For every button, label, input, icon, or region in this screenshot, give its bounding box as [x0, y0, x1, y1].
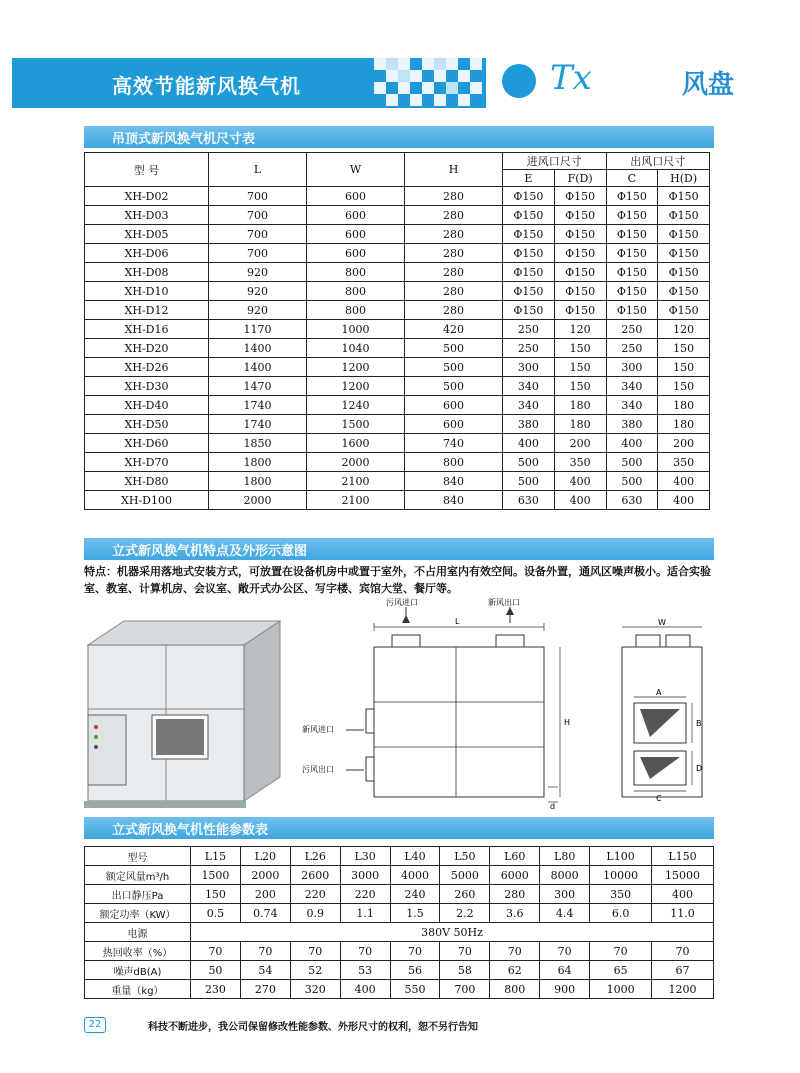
- table-cell: 380: [606, 415, 658, 434]
- label-A: A: [656, 688, 662, 697]
- table-cell: 420: [405, 320, 503, 339]
- power-value: 380V 50Hz: [191, 923, 714, 942]
- label-H: H: [564, 718, 571, 727]
- table-cell: 280: [405, 263, 503, 282]
- table-row: [85, 358, 710, 377]
- table-cell: 280: [405, 187, 503, 206]
- model-header: L15: [191, 847, 241, 866]
- table-cell: XH-D02: [85, 187, 209, 206]
- table-cell: 180: [658, 415, 710, 434]
- table-cell: 840: [405, 472, 503, 491]
- table-row: [85, 904, 714, 923]
- table-cell: 500: [405, 377, 503, 396]
- table-cell: 70: [590, 942, 652, 961]
- table-row: [85, 942, 714, 961]
- table-row: [85, 339, 710, 358]
- table-cell: XH-D08: [85, 263, 209, 282]
- table-cell: XH-D16: [85, 320, 209, 339]
- table-row: [85, 866, 714, 885]
- table-cell: XH-D06: [85, 244, 209, 263]
- model-header: L60: [490, 847, 540, 866]
- table-cell: 180: [658, 396, 710, 415]
- table-cell: 700: [209, 225, 307, 244]
- table-cell: 53: [340, 961, 390, 980]
- table-cell: 150: [658, 358, 710, 377]
- table-cell: 4.4: [540, 904, 590, 923]
- table-cell: 840: [405, 491, 503, 510]
- table-cell: 58: [440, 961, 490, 980]
- table-cell: 280: [405, 244, 503, 263]
- table-cell: 1800: [209, 472, 307, 491]
- table-cell: 180: [554, 396, 606, 415]
- table-cell: 400: [554, 472, 606, 491]
- table-cell: 800: [307, 263, 405, 282]
- table-cell: 350: [658, 453, 710, 472]
- table-cell: 500: [405, 358, 503, 377]
- table-cell: 280: [490, 885, 540, 904]
- row-label: 噪声dB(A): [85, 961, 191, 980]
- table-cell: 340: [606, 377, 658, 396]
- table-cell: 800: [405, 453, 503, 472]
- table-cell: 500: [606, 453, 658, 472]
- table-cell: 250: [606, 339, 658, 358]
- model-header: L80: [540, 847, 590, 866]
- table-cell: 550: [390, 980, 440, 999]
- table-cell: 8000: [540, 866, 590, 885]
- table-cell: 630: [606, 491, 658, 510]
- table-cell: Φ150: [503, 206, 555, 225]
- section1-title: 吊顶式新风换气机尺寸表: [112, 132, 256, 147]
- table-cell: 0.9: [290, 904, 340, 923]
- table-cell: 920: [209, 263, 307, 282]
- unit-photo: [84, 615, 284, 810]
- label-fresh-out: 新风出口: [488, 598, 520, 607]
- table-cell: XH-D05: [85, 225, 209, 244]
- table-cell: 280: [405, 206, 503, 225]
- table-cell: 340: [503, 396, 555, 415]
- table-row: [85, 187, 710, 206]
- table-cell: Φ150: [606, 282, 658, 301]
- table-row: [85, 847, 714, 866]
- table-cell: 220: [290, 885, 340, 904]
- table-cell: 600: [307, 187, 405, 206]
- table-cell: 62: [490, 961, 540, 980]
- table-cell: 400: [652, 885, 714, 904]
- table-cell: 150: [554, 339, 606, 358]
- table-cell: Φ150: [503, 282, 555, 301]
- table-cell: 700: [209, 244, 307, 263]
- table-cell: Φ150: [606, 187, 658, 206]
- table-cell: 220: [340, 885, 390, 904]
- label-B: B: [696, 719, 702, 728]
- table-cell: 1000: [307, 320, 405, 339]
- table-cell: 340: [606, 396, 658, 415]
- table-cell: 1240: [307, 396, 405, 415]
- table-cell: 120: [554, 320, 606, 339]
- table-cell: 920: [209, 301, 307, 320]
- model-header: L40: [390, 847, 440, 866]
- table-cell: XH-D50: [85, 415, 209, 434]
- table-cell: Φ150: [658, 301, 710, 320]
- table-cell: 600: [307, 206, 405, 225]
- table-row: [85, 885, 714, 904]
- row-label: 出口静压Pa: [85, 885, 191, 904]
- table-cell: 200: [240, 885, 290, 904]
- col-inlet: 进风口尺寸: [503, 153, 607, 170]
- table-cell: 740: [405, 434, 503, 453]
- section3-title-bar: [84, 817, 714, 839]
- table-cell: Φ150: [503, 225, 555, 244]
- label-dirty-in: 污风进口: [386, 598, 418, 607]
- table-row: [85, 263, 710, 282]
- table-cell: 300: [503, 358, 555, 377]
- table-cell: XH-D20: [85, 339, 209, 358]
- table-cell: 2600: [290, 866, 340, 885]
- table-cell: 400: [340, 980, 390, 999]
- checker-pattern: [374, 58, 486, 108]
- table-cell: 11.0: [652, 904, 714, 923]
- table-cell: 200: [554, 434, 606, 453]
- table-cell: 200: [658, 434, 710, 453]
- section2-title-bar: [84, 538, 714, 560]
- table-cell: 500: [606, 472, 658, 491]
- table-row: [85, 491, 710, 510]
- table-cell: 800: [307, 282, 405, 301]
- table-cell: 2000: [240, 866, 290, 885]
- table-cell: 1040: [307, 339, 405, 358]
- front-view-diagram: [296, 597, 586, 817]
- table-cell: 700: [440, 980, 490, 999]
- table-cell: Φ150: [606, 225, 658, 244]
- table-row: [85, 961, 714, 980]
- col-L: L: [209, 153, 307, 187]
- table-row: [85, 923, 714, 942]
- table-cell: 2000: [209, 491, 307, 510]
- table-cell: 65: [590, 961, 652, 980]
- table-cell: 600: [405, 396, 503, 415]
- table-cell: Φ150: [606, 244, 658, 263]
- section2-title: 立式新风换气机特点及外形示意图: [112, 544, 308, 559]
- table-cell: 0.5: [191, 904, 241, 923]
- model-header: L30: [340, 847, 390, 866]
- table-cell: Φ150: [554, 263, 606, 282]
- table-cell: 600: [307, 225, 405, 244]
- table-cell: XH-D10: [85, 282, 209, 301]
- table-cell: 600: [307, 244, 405, 263]
- table-cell: 500: [503, 453, 555, 472]
- table-cell: 150: [191, 885, 241, 904]
- table-row: [85, 244, 710, 263]
- table-cell: 800: [490, 980, 540, 999]
- table-cell: 50: [191, 961, 241, 980]
- table-cell: 2100: [307, 491, 405, 510]
- table-row: [85, 453, 710, 472]
- table-cell: 2100: [307, 472, 405, 491]
- table-cell: Φ150: [503, 244, 555, 263]
- table-cell: 1500: [191, 866, 241, 885]
- label-D: D: [696, 764, 703, 773]
- header-title: 高效节能新风换气机: [112, 74, 301, 98]
- table-cell: Φ150: [658, 206, 710, 225]
- table-cell: 70: [290, 942, 340, 961]
- logo-mark: Tx: [550, 58, 592, 98]
- table-cell: XH-D12: [85, 301, 209, 320]
- footer-text: 科技不断进步，我公司保留修改性能参数、外形尺寸的权利，恕不另行告知: [148, 1022, 478, 1033]
- table-cell: 400: [503, 434, 555, 453]
- table-cell: Φ150: [658, 187, 710, 206]
- col-model: 型 号: [85, 153, 209, 187]
- table-cell: 350: [590, 885, 652, 904]
- table-cell: 400: [606, 434, 658, 453]
- page-number: 22: [84, 1017, 106, 1033]
- table-cell: 15000: [652, 866, 714, 885]
- logo-text: 风盘: [682, 70, 735, 100]
- table-cell: Φ150: [554, 244, 606, 263]
- table-cell: XH-D60: [85, 434, 209, 453]
- table-cell: XH-D100: [85, 491, 209, 510]
- table-cell: XH-D80: [85, 472, 209, 491]
- table-row: [85, 434, 710, 453]
- col-E: E: [503, 170, 555, 187]
- table-cell: Φ150: [658, 225, 710, 244]
- table-cell: 300: [540, 885, 590, 904]
- col-F: F(D): [554, 170, 606, 187]
- table-cell: 54: [240, 961, 290, 980]
- table-cell: 800: [307, 301, 405, 320]
- table-cell: Φ150: [554, 187, 606, 206]
- table-cell: 270: [240, 980, 290, 999]
- table-cell: 250: [503, 320, 555, 339]
- model-header: L20: [240, 847, 290, 866]
- model-header: L100: [590, 847, 652, 866]
- label-W: W: [658, 618, 666, 627]
- logo-area: [486, 58, 800, 108]
- table-cell: Φ150: [503, 187, 555, 206]
- table-cell: Φ150: [658, 282, 710, 301]
- table-cell: Φ150: [503, 301, 555, 320]
- table-cell: 380: [503, 415, 555, 434]
- table-cell: 280: [405, 301, 503, 320]
- table-cell: 250: [606, 320, 658, 339]
- table-cell: 3.6: [490, 904, 540, 923]
- table-cell: Φ150: [554, 301, 606, 320]
- table-cell: 280: [405, 282, 503, 301]
- row-label: 额定功率（KW）: [85, 904, 191, 923]
- table-cell: 1600: [307, 434, 405, 453]
- label-fresh-in: 新风进口: [302, 725, 334, 734]
- table-cell: 1170: [209, 320, 307, 339]
- section1-title-bar: [84, 126, 714, 148]
- performance-table-body: [85, 847, 714, 999]
- table-cell: 280: [405, 225, 503, 244]
- table-cell: XH-D70: [85, 453, 209, 472]
- table-row: [85, 415, 710, 434]
- row-label: 型号: [85, 847, 191, 866]
- table-cell: 67: [652, 961, 714, 980]
- table-cell: Φ150: [503, 263, 555, 282]
- table-cell: Φ150: [606, 206, 658, 225]
- table-row: [85, 206, 710, 225]
- table-cell: 350: [554, 453, 606, 472]
- table-cell: 1200: [307, 358, 405, 377]
- label-L: L: [455, 617, 460, 626]
- table-cell: 920: [209, 282, 307, 301]
- table-row: [85, 472, 710, 491]
- table-cell: 150: [554, 358, 606, 377]
- table-cell: 1000: [590, 980, 652, 999]
- table-cell: 70: [340, 942, 390, 961]
- table-cell: 10000: [590, 866, 652, 885]
- logo-circle-icon: [502, 64, 536, 98]
- table-cell: 500: [405, 339, 503, 358]
- table-cell: 4000: [390, 866, 440, 885]
- row-label: 额定风量m³/h: [85, 866, 191, 885]
- table-cell: 70: [390, 942, 440, 961]
- table-cell: 1.1: [340, 904, 390, 923]
- table-cell: 70: [240, 942, 290, 961]
- col-H: H: [405, 153, 503, 187]
- table-row: [85, 377, 710, 396]
- model-header: L150: [652, 847, 714, 866]
- table-cell: 70: [652, 942, 714, 961]
- table-cell: 1740: [209, 396, 307, 415]
- table-cell: Φ150: [606, 263, 658, 282]
- row-label: 电源: [85, 923, 191, 942]
- table-row: [85, 320, 710, 339]
- table-cell: 900: [540, 980, 590, 999]
- table-cell: 700: [209, 206, 307, 225]
- table-cell: 340: [503, 377, 555, 396]
- table-cell: 150: [554, 377, 606, 396]
- table-cell: 400: [658, 491, 710, 510]
- table-row: [85, 225, 710, 244]
- table-cell: 300: [606, 358, 658, 377]
- table-cell: Φ150: [554, 225, 606, 244]
- side-view-diagram: [610, 615, 720, 815]
- dimension-table: [84, 152, 710, 510]
- table-cell: XH-D40: [85, 396, 209, 415]
- table-cell: 120: [658, 320, 710, 339]
- table-cell: 1800: [209, 453, 307, 472]
- dimension-table-body: [85, 187, 710, 510]
- table-cell: 1470: [209, 377, 307, 396]
- table-cell: 1500: [307, 415, 405, 434]
- label-C: C: [656, 794, 662, 803]
- table-row: [85, 980, 714, 999]
- table-cell: 150: [658, 377, 710, 396]
- table-cell: 1200: [652, 980, 714, 999]
- table-cell: XH-D26: [85, 358, 209, 377]
- row-label: 热回收率（%）: [85, 942, 191, 961]
- table-cell: 3000: [340, 866, 390, 885]
- table-cell: 500: [503, 472, 555, 491]
- table-cell: 1.5: [390, 904, 440, 923]
- table-cell: 630: [503, 491, 555, 510]
- col-W: W: [307, 153, 405, 187]
- table-cell: 52: [290, 961, 340, 980]
- table-cell: 1740: [209, 415, 307, 434]
- table-cell: Φ150: [658, 263, 710, 282]
- table-row: [85, 396, 710, 415]
- table-cell: 320: [290, 980, 340, 999]
- row-label: 重量（kg）: [85, 980, 191, 999]
- table-cell: 70: [191, 942, 241, 961]
- table-cell: 600: [405, 415, 503, 434]
- table-cell: 0.74: [240, 904, 290, 923]
- table-cell: 230: [191, 980, 241, 999]
- table-cell: 700: [209, 187, 307, 206]
- table-cell: 70: [440, 942, 490, 961]
- table-row: [85, 282, 710, 301]
- table-cell: 260: [440, 885, 490, 904]
- col-outlet: 出风口尺寸: [606, 153, 710, 170]
- table-cell: 1850: [209, 434, 307, 453]
- table-cell: 240: [390, 885, 440, 904]
- label-dirty-out: 污风出口: [302, 765, 334, 774]
- table-row: [85, 301, 710, 320]
- table-cell: 70: [490, 942, 540, 961]
- table-cell: 400: [554, 491, 606, 510]
- table-cell: 5000: [440, 866, 490, 885]
- table-cell: 6000: [490, 866, 540, 885]
- table-cell: Φ150: [554, 282, 606, 301]
- table-cell: 150: [658, 339, 710, 358]
- table-cell: 1400: [209, 339, 307, 358]
- table-cell: 6.0: [590, 904, 652, 923]
- table-cell: Φ150: [606, 301, 658, 320]
- table-cell: 180: [554, 415, 606, 434]
- col-C: C: [606, 170, 658, 187]
- table-cell: 400: [658, 472, 710, 491]
- table-cell: 250: [503, 339, 555, 358]
- table-cell: Φ150: [554, 206, 606, 225]
- performance-table: [84, 846, 714, 999]
- model-header: L26: [290, 847, 340, 866]
- col-HD: H(D): [658, 170, 710, 187]
- table-cell: 70: [540, 942, 590, 961]
- table-cell: XH-D30: [85, 377, 209, 396]
- features-text: 特点：机器采用落地式安装方式，可放置在设备机房中或置于室外，不占用室内有效空间。设备外置，通风区噪声极小。适合实验室、教室、计算机房、会议室、敞开式办公区、写字楼、宾馆大堂、餐厅等。: [84, 565, 711, 595]
- table-cell: 56: [390, 961, 440, 980]
- table-cell: 1400: [209, 358, 307, 377]
- page-header: [12, 58, 800, 108]
- table-cell: 2.2: [440, 904, 490, 923]
- table-cell: XH-D03: [85, 206, 209, 225]
- section3-title: 立式新风换气机性能参数表: [112, 823, 269, 838]
- table-cell: 1200: [307, 377, 405, 396]
- model-header: L50: [440, 847, 490, 866]
- label-d: d: [550, 802, 556, 811]
- table-cell: 64: [540, 961, 590, 980]
- table-cell: 2000: [307, 453, 405, 472]
- table-cell: Φ150: [658, 244, 710, 263]
